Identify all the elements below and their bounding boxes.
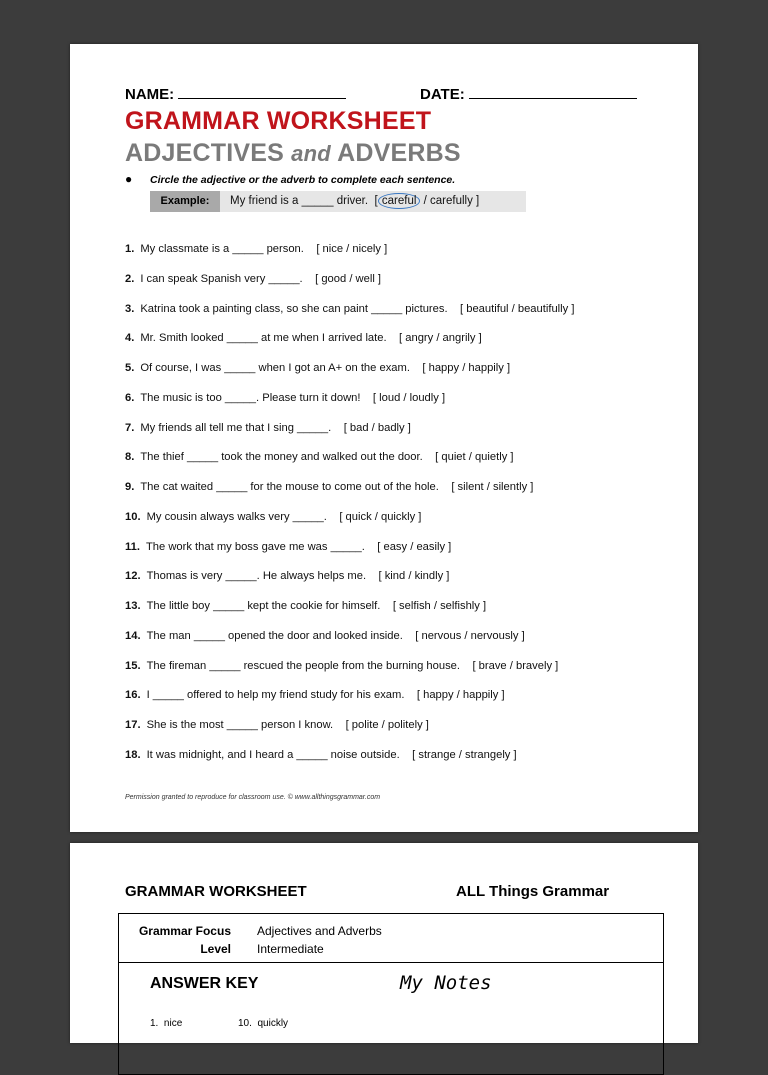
example-label: Example: xyxy=(150,191,220,212)
grammar-focus-label: Grammar Focus xyxy=(138,924,231,938)
question-text: My classmate is a _____ person. xyxy=(140,243,304,255)
permission-footer: Permission granted to reproduce for classroom use. © www.allthingsgrammar.com xyxy=(125,794,381,801)
question-item xyxy=(125,630,525,642)
question-text: The fireman _____ rescued the people from the burning house. xyxy=(146,659,461,672)
example-circled-answer: careful xyxy=(378,193,421,209)
subtitle-adjectives: ADJECTIVES xyxy=(125,139,284,167)
question-text: Of course, I was _____ when I got an A+ on the exam. xyxy=(140,362,410,374)
question-text: The little boy _____ kept the cookie for himself. xyxy=(146,600,381,612)
question-number: 4. xyxy=(125,332,135,345)
instruction-bullet-icon: ● xyxy=(125,172,133,186)
example-sentence: My friend is a _____ driver. xyxy=(230,195,369,207)
question-item xyxy=(125,392,445,404)
question-text: Mr. Smith looked _____ at me when I arrived late. xyxy=(140,332,387,345)
question-number: 3. xyxy=(125,302,135,315)
example-sentence-row xyxy=(230,191,479,212)
subtitle-adverbs: ADVERBS xyxy=(337,139,461,167)
question-item xyxy=(125,422,411,434)
example-box xyxy=(150,191,526,212)
info-box xyxy=(118,913,664,1075)
question-choices[interactable]: [ silent / silently ] xyxy=(451,481,534,493)
question-number: 14. xyxy=(125,629,141,642)
question-text: The music is too _____. Please turn it down! xyxy=(140,391,361,404)
question-choices[interactable]: [ easy / easily ] xyxy=(377,540,452,553)
question-number: 10. xyxy=(125,510,141,523)
worksheet-page xyxy=(70,44,698,832)
question-item xyxy=(125,660,558,672)
subtitle-and: and xyxy=(291,141,331,166)
question-number: 12. xyxy=(125,570,141,583)
level-label: Level xyxy=(200,942,231,956)
question-text: The thief _____ took the money and walked out the door. xyxy=(140,451,423,464)
question-number: 15. xyxy=(125,659,141,672)
question-item xyxy=(125,570,449,582)
question-choices[interactable]: [ polite / politely ] xyxy=(345,719,429,731)
question-choices[interactable]: [ quiet / quietly ] xyxy=(435,451,514,464)
question-item xyxy=(125,749,517,761)
question-number: 1. xyxy=(125,243,135,255)
grammar-focus-value: Adjectives and Adverbs xyxy=(257,924,382,938)
question-text: The man _____ opened the door and looked inside. xyxy=(146,629,403,642)
my-notes-title: My Notes xyxy=(400,972,492,994)
question-text: She is the most _____ person I know. xyxy=(146,719,334,731)
answer-page-title: GRAMMAR WORKSHEET xyxy=(125,883,307,900)
question-choices[interactable]: [ quick / quickly ] xyxy=(339,510,422,523)
question-number: 7. xyxy=(125,421,135,434)
question-text: Thomas is very _____. He always helps me. xyxy=(146,570,367,583)
answer-word: nice xyxy=(163,1018,183,1029)
question-choices[interactable]: [ bad / badly ] xyxy=(343,421,411,434)
example-open-bracket: [ xyxy=(374,195,378,207)
question-choices[interactable]: [ happy / happily ] xyxy=(422,362,511,374)
date-blank-line xyxy=(469,84,637,99)
question-text: I _____ offered to help my friend study for his exam. xyxy=(146,689,405,702)
answer-num: 1. xyxy=(150,1018,159,1029)
question-item xyxy=(125,451,514,463)
name-blank-line xyxy=(178,84,346,99)
question-item xyxy=(125,541,451,553)
worksheet-subtitle xyxy=(125,139,461,168)
question-choices[interactable]: [ selfish / selfishly ] xyxy=(392,600,487,612)
question-choices[interactable]: [ nervous / nervously ] xyxy=(415,629,525,642)
question-item xyxy=(125,600,486,612)
question-number: 13. xyxy=(125,600,141,612)
question-item xyxy=(125,511,421,523)
question-choices[interactable]: [ brave / bravely ] xyxy=(472,659,559,672)
question-number: 16. xyxy=(125,689,141,702)
name-field xyxy=(125,84,346,103)
question-choices[interactable]: [ loud / loudly ] xyxy=(372,391,446,404)
question-number: 6. xyxy=(125,391,135,404)
question-choices[interactable]: [ good / well ] xyxy=(315,272,382,285)
question-number: 17. xyxy=(125,719,141,731)
answer-num: 10. xyxy=(238,1018,252,1029)
question-text: The cat waited _____ for the mouse to come out of the hole. xyxy=(140,481,439,493)
instruction-text: Circle the adjective or the adverb to complete each sentence. xyxy=(150,174,456,186)
question-item xyxy=(125,332,482,344)
question-text: My friends all tell me that I sing _____. xyxy=(140,421,332,434)
question-choices[interactable]: [ happy / happily ] xyxy=(416,689,505,702)
info-divider xyxy=(119,962,663,963)
question-item xyxy=(125,303,574,315)
question-number: 8. xyxy=(125,451,135,464)
answer-key-page xyxy=(70,843,698,1043)
question-item xyxy=(125,719,429,731)
question-item xyxy=(125,243,387,255)
question-text: I can speak Spanish very _____. xyxy=(140,272,303,285)
question-number: 11. xyxy=(125,540,140,553)
worksheet-title: GRAMMAR WORKSHEET xyxy=(125,107,432,135)
question-choices[interactable]: [ kind / kindly ] xyxy=(378,570,450,583)
date-label: DATE: xyxy=(420,86,465,103)
date-field xyxy=(420,84,637,103)
question-text: My cousin always walks very _____. xyxy=(146,510,327,523)
question-choices[interactable]: [ nice / nicely ] xyxy=(316,243,388,255)
question-text: The work that my boss gave me was _____. xyxy=(145,540,365,553)
level-value: Intermediate xyxy=(257,942,324,956)
answer-key-title: ANSWER KEY xyxy=(150,975,259,992)
question-choices[interactable]: [ beautiful / beautifully ] xyxy=(460,302,575,315)
question-number: 2. xyxy=(125,272,135,285)
question-item xyxy=(125,362,510,374)
question-text: Katrina took a painting class, so she can paint _____ pictures. xyxy=(140,302,448,315)
question-item xyxy=(125,689,505,701)
question-text: It was midnight, and I heard a _____ noise outside. xyxy=(146,748,400,761)
question-number: 9. xyxy=(125,481,135,493)
question-choices[interactable]: [ angry / angrily ] xyxy=(399,332,482,345)
question-number: 18. xyxy=(125,748,141,761)
question-item xyxy=(125,481,533,493)
answer-page-brand: ALL Things Grammar xyxy=(456,883,610,900)
example-other-choice: / carefully ] xyxy=(423,195,480,207)
name-label: NAME: xyxy=(125,86,175,103)
answer-word: quickly xyxy=(257,1018,289,1029)
question-item xyxy=(125,273,381,285)
question-choices[interactable]: [ strange / strangely ] xyxy=(412,748,517,761)
question-number: 5. xyxy=(125,362,135,374)
